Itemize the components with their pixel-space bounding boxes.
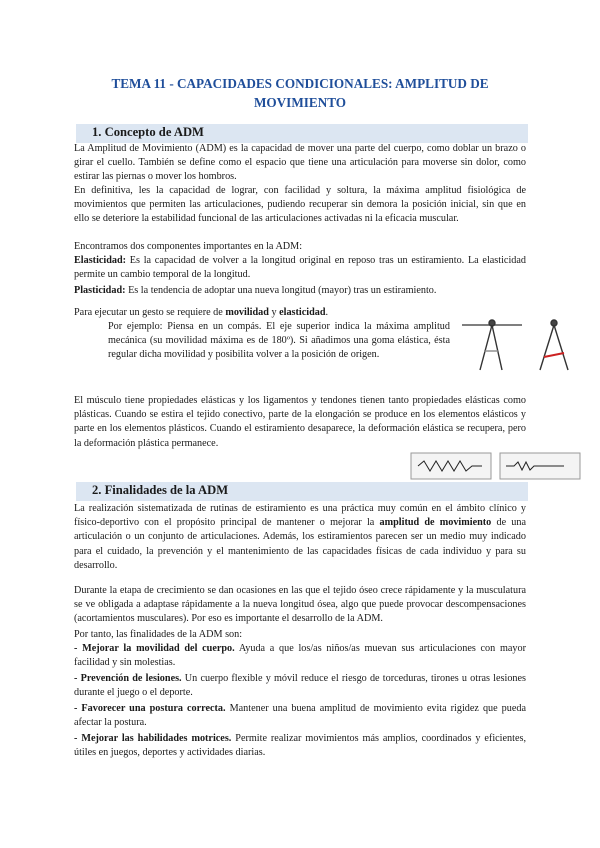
title-line-1: TEMA 11 - CAPACIDADES CONDICIONALES: AMPLITUD DE: [111, 76, 489, 91]
list-item: [74, 732, 526, 760]
section-1-heading: 1. Concepto de ADM: [92, 125, 204, 139]
s1-paragraph-1: La Amplitud de Movimiento (ADM) es la capacidad de mover una parte del cuerpo, como doblar un brazo o girar el cuello. También se define como el espacio que tiene una articulación para moverse sin dolor, como estirar las piernas o mover los hombros.: [74, 143, 526, 183]
s2-p1-bold: amplitud de movimiento: [379, 517, 492, 529]
elastic-plastic-illustration: [410, 452, 582, 480]
gesto-pre: Para ejecutar un gesto se requiere de: [74, 307, 226, 318]
list-item: [74, 702, 526, 730]
section-2-heading: 2. Finalidades de la ADM: [92, 483, 229, 497]
list-item-text: Un cuerpo flexible y móvil reduce el riesgo de torceduras, tirones u otras lesiones durante el juego o el deporte.: [74, 673, 527, 699]
gesto-post: .: [325, 307, 329, 318]
s2-paragraph-3: Por tanto, las finalidades de la ADM son:: [74, 629, 243, 640]
elasticidad-paragraph: [74, 254, 526, 282]
plasticidad-paragraph: [74, 284, 526, 298]
list-item-label: - Prevención de lesiones.: [74, 673, 182, 684]
title-line-2: MOVIMIENTO: [253, 95, 347, 110]
s2-p1-post: de una articulación o un conjunto de articulaciones. Además, los estiramientos parecen ser un medio muy indicado para el cuidado, la prevención y el mantenimiento de las capacidades físicas de cada individuo y para su desarrollo.: [74, 517, 527, 571]
plasticidad-text: Es la tendencia de adoptar una nueva longitud (mayor) tras un estiramiento.: [125, 285, 437, 296]
list-item-text: Ayuda a que los/as niños/as muevan sus articulaciones con mayor facilidad y sin molestias.: [74, 643, 526, 669]
plasticidad-label: Plasticidad:: [74, 285, 126, 296]
s2-paragraph-2: Durante la etapa de crecimiento se dan ocasiones en las que el tejido óseo crece rápidamente y la musculatura se ve obligada a adaptase rápidamente a la nueva longitud ósea, algo que puede provocar descompensaciones (acortamientos musculares). Por eso es importante el desarrollo de la ADM.: [74, 585, 526, 625]
list-item-text: Permite realizar movimientos más amplios, coordinados y eficientes, útiles en juegos, deportes y actividades diarias.: [74, 733, 526, 759]
document-title: [0, 74, 600, 112]
list-item-label: - Mejorar la movilidad del cuerpo.: [74, 643, 235, 654]
elasticidad-text: Es la capacidad de volver a la longitud original en reposo tras un estiramiento. La elasticidad permite un cambio temporal de la longitud.: [74, 255, 526, 281]
gesto-mid: y: [268, 307, 280, 318]
compass-right: [540, 320, 568, 370]
list-item-label: - Mejorar las habilidades motrices.: [74, 733, 232, 744]
s2-p1-pre: La realización sistematizada de rutinas de estiramiento es una práctica muy común en el ámbito clínico y físico-deportivo con el propósito principal de mantener o mejorar la: [74, 503, 526, 529]
compass-left: [462, 320, 522, 370]
list-item: [74, 642, 526, 670]
list-item-label: - Favorecer una postura correcta.: [74, 703, 226, 714]
s1-paragraph-3: Encontramos dos componentes importantes en la ADM:: [74, 241, 303, 252]
s1-paragraph-4: El músculo tiene propiedades elásticas y los ligamentos y tendones tienen tanto propiedades elásticas como plásticas. Cuando se estira el tejido conectivo, parte de la elongación se produce en los elementos elásticos y parte en los elementos plásticos. Cuando el estiramiento desaparece, la deformación elástica se recupera, pero la deformación plástica permanece.: [74, 395, 526, 449]
s1-paragraph-2: En definitiva, les la capacidad de lograr, con facilidad y soltura, la máxima amplitud fisiológica de movimientos que permiten las articulaciones, pudiendo recuperar sin demora la posición inicial, sin que en ello se deteriore la estabilidad funcional de las articulaciones activadas ni la eficacia muscular.: [74, 185, 526, 225]
gesto-paragraph: [74, 306, 526, 320]
elasticidad-label: Elasticidad:: [74, 255, 127, 266]
gesto-elasticidad: elasticidad: [279, 307, 326, 318]
gesto-movilidad: movilidad: [225, 307, 269, 318]
compass-illustration: [460, 315, 580, 377]
ejemplo-compas: Por ejemplo: Piensa en un compás. El eje superior indica la máxima amplitud mecánica (su movilidad máxima es de 180º). Si añadimos una goma elástica, ésta regular dicha movilidad y posibilita volver a la posición de origen.: [108, 321, 450, 361]
list-item-text: Mantener una buena amplitud de movimiento evita rigidez que pueda afectar la postura.: [74, 703, 526, 729]
list-item: [74, 672, 526, 700]
s2-paragraph-1: [74, 502, 526, 573]
